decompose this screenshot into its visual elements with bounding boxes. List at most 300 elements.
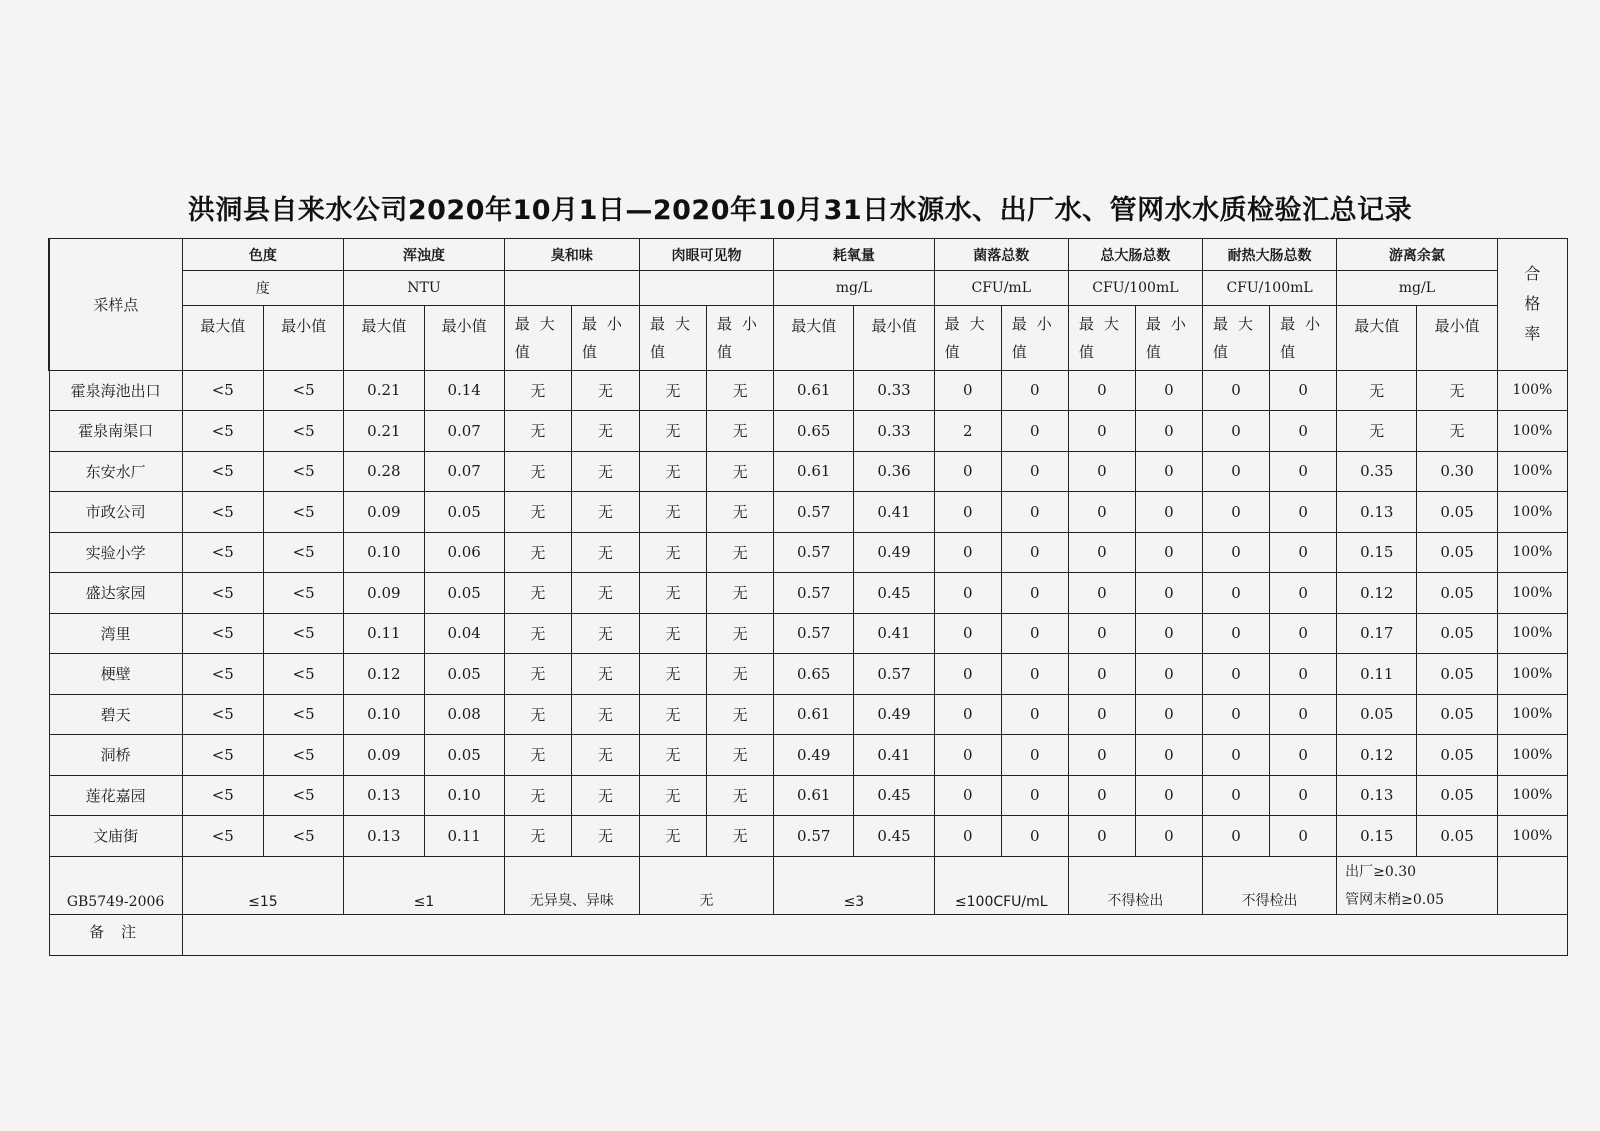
value-cell: 0 <box>1068 816 1135 857</box>
value-cell: 无 <box>571 532 639 573</box>
min-header: 最小值 <box>1417 305 1497 370</box>
site-name: 实验小学 <box>49 532 182 573</box>
value-cell: 0 <box>1001 613 1068 654</box>
value-cell: 0 <box>934 492 1001 533</box>
page-title: 洪洞县自来水公司2020年10月1日—2020年10月31日水源水、出厂水、管网水水质检验汇总记录 <box>187 195 1413 226</box>
value-cell: 无 <box>707 654 774 695</box>
value-cell: 无 <box>571 654 639 695</box>
value-cell: 0.15 <box>1337 816 1417 857</box>
max-header-split <box>934 305 1001 370</box>
value-cell: 0 <box>1270 613 1337 654</box>
site-name: 梗壁 <box>49 654 182 695</box>
value-cell: 无 <box>571 573 639 614</box>
value-cell: 0 <box>1202 735 1269 776</box>
value-cell: 0 <box>1135 816 1202 857</box>
value-cell: 0.13 <box>344 816 424 857</box>
water-quality-table <box>48 238 1568 956</box>
value-cell: 0 <box>1202 816 1269 857</box>
value-cell: 0.13 <box>1337 775 1417 816</box>
min-header-line: 值 <box>717 342 743 361</box>
value-cell: 无 <box>707 573 774 614</box>
max-header-line: 值 <box>649 342 675 361</box>
value-cell: 0.49 <box>854 532 934 573</box>
value-cell: 0.45 <box>854 573 934 614</box>
standard-value: 不得检出 <box>1068 856 1202 915</box>
min-header-split <box>1270 305 1337 370</box>
value-cell: 无 <box>1337 370 1417 411</box>
value-cell: 0 <box>1068 492 1135 533</box>
value-cell: 0.15 <box>1337 532 1417 573</box>
pass-rate-cell: 100% <box>1497 370 1567 411</box>
value-cell: <5 <box>182 492 263 533</box>
value-cell: 0 <box>1202 370 1269 411</box>
value-cell: 0 <box>934 775 1001 816</box>
value-cell: <5 <box>182 775 263 816</box>
value-cell: 0 <box>1068 694 1135 735</box>
value-cell: 无 <box>639 735 706 776</box>
value-cell: 0.12 <box>344 654 424 695</box>
value-cell: 无 <box>639 816 706 857</box>
value-cell: 0.65 <box>774 411 854 452</box>
min-header-split <box>1135 305 1202 370</box>
pass-rate-header <box>1497 239 1567 371</box>
min-header-line: 最小 <box>1145 314 1196 333</box>
value-cell: 0 <box>1202 573 1269 614</box>
standard-value: 无异臭、异味 <box>504 856 639 915</box>
max-header-line: 最大 <box>1078 314 1129 333</box>
value-cell: 0 <box>1001 654 1068 695</box>
unit-label <box>639 271 773 305</box>
value-cell: 0.10 <box>344 694 424 735</box>
value-cell: 无 <box>639 370 706 411</box>
max-header-split <box>504 305 571 370</box>
table-row <box>49 816 1568 857</box>
value-cell: 0.10 <box>344 532 424 573</box>
value-cell: 无 <box>504 613 571 654</box>
value-cell: 0 <box>934 573 1001 614</box>
max-header-line: 值 <box>1212 342 1238 361</box>
value-cell: 无 <box>504 451 571 492</box>
value-cell: 0.21 <box>344 411 424 452</box>
min-header-line: 最小 <box>1280 314 1331 333</box>
max-header-split <box>639 305 706 370</box>
value-cell: 0 <box>1001 411 1068 452</box>
value-cell: 0.05 <box>1417 694 1497 735</box>
value-cell: 无 <box>571 694 639 735</box>
value-cell: 无 <box>639 451 706 492</box>
max-header-split <box>1202 305 1269 370</box>
value-cell: 无 <box>1417 370 1497 411</box>
value-cell: 0 <box>1270 370 1337 411</box>
value-cell: 0.09 <box>344 573 424 614</box>
pass-rate-cell: 100% <box>1497 735 1567 776</box>
value-cell: 0.05 <box>1417 735 1497 776</box>
value-cell: 0 <box>1001 775 1068 816</box>
unit-label: CFU/100mL <box>1068 271 1202 305</box>
value-cell: 0.06 <box>424 532 504 573</box>
value-cell: 0.28 <box>344 451 424 492</box>
pass-rate-cell: 100% <box>1497 613 1567 654</box>
pass-rate-header-char: 格 <box>1524 294 1541 314</box>
value-cell: 无 <box>504 492 571 533</box>
max-header-line: 最大 <box>944 314 995 333</box>
value-cell: 无 <box>504 735 571 776</box>
param-header: 浑浊度 <box>344 239 505 271</box>
value-cell: 2 <box>934 411 1001 452</box>
value-cell: 无 <box>707 492 774 533</box>
standard-value: ≤3 <box>774 856 935 915</box>
value-cell: 0.05 <box>1417 654 1497 695</box>
min-header-line: 最小 <box>581 314 632 333</box>
value-cell: 0.05 <box>424 573 504 614</box>
value-cell: 0 <box>934 694 1001 735</box>
min-header-line: 最小 <box>717 314 768 333</box>
value-cell: 无 <box>707 613 774 654</box>
value-cell: 0 <box>934 816 1001 857</box>
value-cell: 0 <box>1135 492 1202 533</box>
site-name: 霍泉南渠口 <box>49 411 182 452</box>
value-cell: 0 <box>1001 370 1068 411</box>
unit-label <box>504 271 639 305</box>
max-header: 最大值 <box>344 305 424 370</box>
pass-rate-cell: 100% <box>1497 573 1567 614</box>
site-name: 莲花嘉园 <box>49 775 182 816</box>
max-header-line: 最大 <box>1212 314 1263 333</box>
value-cell: 无 <box>571 816 639 857</box>
value-cell: 无 <box>707 370 774 411</box>
value-cell: 无 <box>571 735 639 776</box>
value-cell: 0.17 <box>1337 613 1417 654</box>
table-body <box>49 239 1568 956</box>
value-cell: 0 <box>1135 694 1202 735</box>
value-cell: 0 <box>1270 735 1337 776</box>
param-header: 色度 <box>182 239 344 271</box>
value-cell: 0.45 <box>854 816 934 857</box>
value-cell: 无 <box>571 370 639 411</box>
min-header: 最小值 <box>424 305 504 370</box>
value-cell: 0.57 <box>774 573 854 614</box>
value-cell: <5 <box>182 451 263 492</box>
value-cell: 0.35 <box>1337 451 1417 492</box>
value-cell: 无 <box>639 654 706 695</box>
value-cell: <5 <box>182 370 263 411</box>
site-name: 盛达家园 <box>49 573 182 614</box>
standard-chlorine-line: 管网末梢≥0.05 <box>1345 891 1445 908</box>
value-cell: 0.33 <box>854 411 934 452</box>
value-cell: 无 <box>571 613 639 654</box>
value-cell: 0 <box>1202 411 1269 452</box>
max-header-line: 最大 <box>649 314 700 333</box>
site-name: 碧天 <box>49 694 182 735</box>
standard-rate-empty <box>1497 856 1567 915</box>
param-header: 菌落总数 <box>934 239 1068 271</box>
value-cell: 0 <box>1270 411 1337 452</box>
table-row <box>49 694 1568 735</box>
site-name: 洞桥 <box>49 735 182 776</box>
value-cell: <5 <box>263 775 343 816</box>
table-row <box>49 411 1568 452</box>
value-cell: 无 <box>571 775 639 816</box>
table-row <box>49 492 1568 533</box>
pass-rate-cell: 100% <box>1497 532 1567 573</box>
value-cell: <5 <box>182 694 263 735</box>
standard-value: 不得检出 <box>1202 856 1336 915</box>
value-cell: 无 <box>639 411 706 452</box>
unit-label: NTU <box>344 271 505 305</box>
value-cell: 0.57 <box>774 816 854 857</box>
table-row <box>49 613 1568 654</box>
table-row <box>49 735 1568 776</box>
unit-label: CFU/mL <box>934 271 1068 305</box>
value-cell: 0 <box>934 532 1001 573</box>
param-header: 耗氧量 <box>774 239 935 271</box>
max-header-line: 值 <box>514 342 540 361</box>
standard-value: ≤1 <box>344 856 505 915</box>
value-cell: 无 <box>707 451 774 492</box>
standard-chlorine-line: 出厂≥0.30 <box>1345 863 1417 880</box>
value-cell: 0.09 <box>344 492 424 533</box>
standard-chlorine <box>1337 856 1498 915</box>
value-cell: 0.05 <box>1337 694 1417 735</box>
value-cell: <5 <box>263 532 343 573</box>
value-cell: 0 <box>1202 532 1269 573</box>
min-header: 最小值 <box>854 305 934 370</box>
value-cell: 无 <box>571 492 639 533</box>
value-cell: 无 <box>639 775 706 816</box>
maxmin-header-row <box>49 305 1568 370</box>
table-row <box>49 775 1568 816</box>
value-cell: 0 <box>1068 411 1135 452</box>
value-cell: 0.10 <box>424 775 504 816</box>
value-cell: 0 <box>1001 532 1068 573</box>
pass-rate-cell: 100% <box>1497 654 1567 695</box>
param-header: 肉眼可见物 <box>639 239 773 271</box>
table-row <box>49 654 1568 695</box>
value-cell: 0 <box>1135 451 1202 492</box>
pass-rate-cell: 100% <box>1497 694 1567 735</box>
value-cell: 0 <box>1270 451 1337 492</box>
value-cell: <5 <box>182 654 263 695</box>
max-header: 最大值 <box>774 305 854 370</box>
standard-value: ≤15 <box>182 856 344 915</box>
value-cell: 无 <box>707 532 774 573</box>
value-cell: 0.57 <box>774 532 854 573</box>
value-cell: <5 <box>263 654 343 695</box>
value-cell: 0 <box>1068 613 1135 654</box>
value-cell: 0.41 <box>854 492 934 533</box>
pass-rate-cell: 100% <box>1497 816 1567 857</box>
value-cell: 0.13 <box>1337 492 1417 533</box>
value-cell: <5 <box>182 532 263 573</box>
pass-rate-header-char: 率 <box>1524 324 1541 344</box>
value-cell: 0 <box>1270 573 1337 614</box>
value-cell: 0.61 <box>774 775 854 816</box>
value-cell: 0.05 <box>1417 613 1497 654</box>
value-cell: 0 <box>1270 532 1337 573</box>
value-cell: 0 <box>1135 613 1202 654</box>
site-name: 湾里 <box>49 613 182 654</box>
unit-label: mg/L <box>774 271 935 305</box>
value-cell: <5 <box>182 816 263 857</box>
value-cell: 0.49 <box>774 735 854 776</box>
max-header-line: 值 <box>944 342 970 361</box>
value-cell: 无 <box>639 532 706 573</box>
max-header-line: 值 <box>1078 342 1104 361</box>
value-cell: 0 <box>1001 573 1068 614</box>
value-cell: 0.05 <box>1417 775 1497 816</box>
value-cell: 0 <box>1068 654 1135 695</box>
value-cell: 无 <box>1337 411 1417 452</box>
value-cell: 0 <box>1068 775 1135 816</box>
pass-rate-cell: 100% <box>1497 451 1567 492</box>
value-cell: 无 <box>504 411 571 452</box>
pass-rate-cell: 100% <box>1497 775 1567 816</box>
value-cell: 0.11 <box>1337 654 1417 695</box>
value-cell: 0 <box>934 370 1001 411</box>
max-header: 最大值 <box>182 305 263 370</box>
value-cell: 无 <box>571 411 639 452</box>
standard-label: GB5749-2006 <box>49 856 182 915</box>
value-cell: <5 <box>263 451 343 492</box>
min-header-line: 值 <box>1145 342 1171 361</box>
value-cell: 0 <box>1135 573 1202 614</box>
value-cell: 0.57 <box>854 654 934 695</box>
min-header-line: 值 <box>581 342 607 361</box>
value-cell: 0 <box>1270 654 1337 695</box>
value-cell: 无 <box>639 573 706 614</box>
value-cell: 0 <box>1270 694 1337 735</box>
value-cell: 0 <box>934 654 1001 695</box>
value-cell: <5 <box>263 694 343 735</box>
value-cell: 0 <box>934 613 1001 654</box>
value-cell: 0.05 <box>1417 816 1497 857</box>
value-cell: 无 <box>504 370 571 411</box>
value-cell: 0 <box>1135 654 1202 695</box>
value-cell: 无 <box>707 694 774 735</box>
value-cell: 无 <box>639 492 706 533</box>
site-name: 霍泉海池出口 <box>49 370 182 411</box>
min-header-line: 最小 <box>1011 314 1062 333</box>
value-cell: <5 <box>263 735 343 776</box>
value-cell: 0 <box>934 735 1001 776</box>
table-row <box>49 532 1568 573</box>
value-cell: 0 <box>1202 694 1269 735</box>
min-header-split <box>1001 305 1068 370</box>
value-cell: 0 <box>1001 735 1068 776</box>
standard-value: ≤100CFU/mL <box>934 856 1068 915</box>
standard-row <box>49 856 1568 915</box>
value-cell: 0.05 <box>424 492 504 533</box>
value-cell: 0.05 <box>1417 573 1497 614</box>
unit-label: mg/L <box>1337 271 1498 305</box>
value-cell: 0 <box>934 451 1001 492</box>
value-cell: 0.07 <box>424 411 504 452</box>
value-cell: 无 <box>707 411 774 452</box>
pass-rate-cell: 100% <box>1497 411 1567 452</box>
note-row <box>49 915 1568 956</box>
value-cell: 0 <box>1202 654 1269 695</box>
unit-label: 度 <box>182 271 344 305</box>
value-cell: 0 <box>1068 451 1135 492</box>
unit-header-row <box>49 271 1568 305</box>
value-cell: 0 <box>1202 451 1269 492</box>
value-cell: 0.33 <box>854 370 934 411</box>
value-cell: 0 <box>1001 492 1068 533</box>
value-cell: 0.45 <box>854 775 934 816</box>
max-header: 最大值 <box>1337 305 1417 370</box>
value-cell: 无 <box>639 694 706 735</box>
value-cell: 0.41 <box>854 735 934 776</box>
value-cell: 无 <box>639 613 706 654</box>
pass-rate-header-char: 合 <box>1524 264 1541 284</box>
value-cell: 0 <box>1202 613 1269 654</box>
value-cell: 0.08 <box>424 694 504 735</box>
value-cell: 0 <box>1068 573 1135 614</box>
value-cell: 无 <box>504 532 571 573</box>
value-cell: 0.11 <box>344 613 424 654</box>
value-cell: 无 <box>707 816 774 857</box>
value-cell: 0.09 <box>344 735 424 776</box>
value-cell: 0.61 <box>774 370 854 411</box>
value-cell: 0.05 <box>424 735 504 776</box>
table-row <box>49 573 1568 614</box>
value-cell: 0.21 <box>344 370 424 411</box>
value-cell: 0 <box>1135 532 1202 573</box>
value-cell: 0.57 <box>774 613 854 654</box>
value-cell: 0 <box>1001 451 1068 492</box>
value-cell: 0.14 <box>424 370 504 411</box>
value-cell: 0 <box>1202 775 1269 816</box>
value-cell: 0 <box>1270 816 1337 857</box>
value-cell: 无 <box>504 573 571 614</box>
value-cell: 无 <box>504 775 571 816</box>
site-name: 文庙街 <box>49 816 182 857</box>
value-cell: 无 <box>504 694 571 735</box>
table-row <box>49 451 1568 492</box>
value-cell: 0.57 <box>774 492 854 533</box>
value-cell: 0 <box>1068 370 1135 411</box>
param-header-row <box>49 239 1568 271</box>
table-row <box>49 370 1568 411</box>
site-name: 东安水厂 <box>49 451 182 492</box>
value-cell: 0.12 <box>1337 573 1417 614</box>
pass-rate-cell: 100% <box>1497 492 1567 533</box>
value-cell: <5 <box>182 573 263 614</box>
value-cell: <5 <box>182 411 263 452</box>
value-cell: 0 <box>1135 775 1202 816</box>
value-cell: 0 <box>1001 694 1068 735</box>
param-header: 总大肠总数 <box>1068 239 1202 271</box>
value-cell: 0.04 <box>424 613 504 654</box>
value-cell: <5 <box>263 613 343 654</box>
value-cell: 0.61 <box>774 451 854 492</box>
value-cell: 0.41 <box>854 613 934 654</box>
value-cell: 0 <box>1135 370 1202 411</box>
value-cell: 0 <box>1270 492 1337 533</box>
min-header-split <box>571 305 639 370</box>
note-label: 备 注 <box>49 915 182 956</box>
value-cell: 0.65 <box>774 654 854 695</box>
value-cell: 0.05 <box>424 654 504 695</box>
value-cell: 0 <box>1068 532 1135 573</box>
value-cell: <5 <box>263 370 343 411</box>
value-cell: <5 <box>263 573 343 614</box>
value-cell: 无 <box>1417 411 1497 452</box>
standard-value: 无 <box>639 856 773 915</box>
value-cell: <5 <box>263 411 343 452</box>
value-cell: 0.30 <box>1417 451 1497 492</box>
site-header: 采样点 <box>49 239 182 371</box>
